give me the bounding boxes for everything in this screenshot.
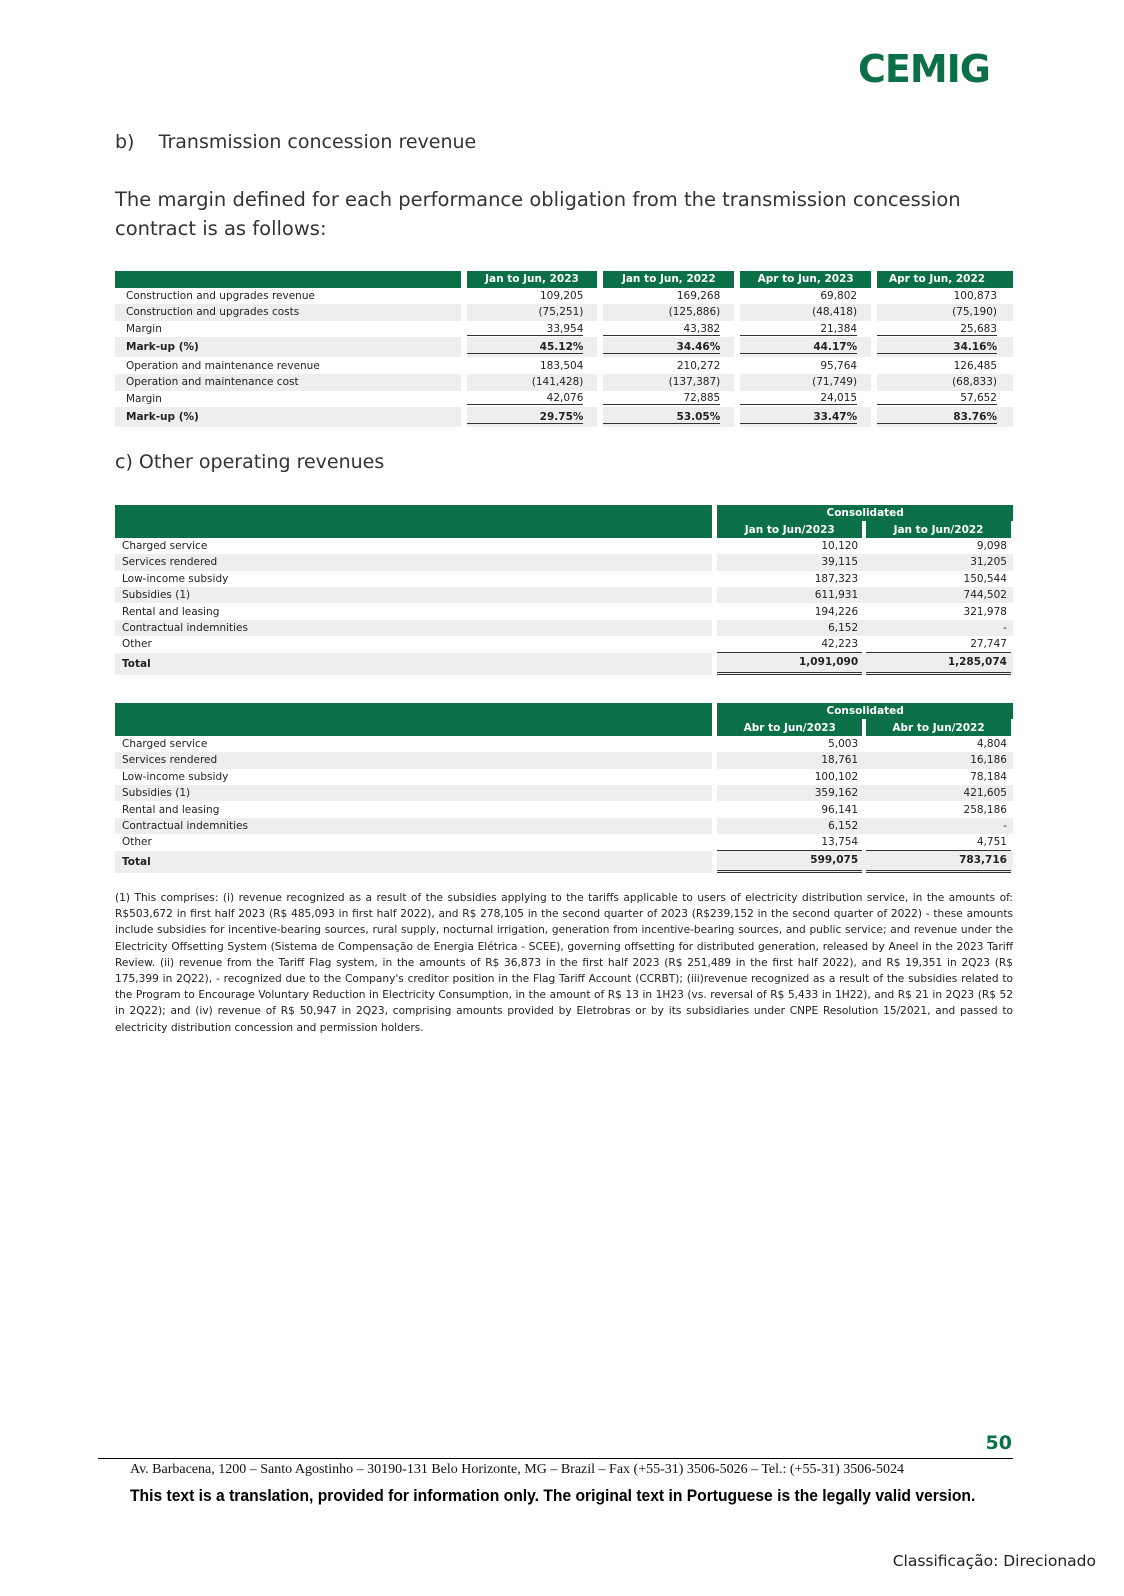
table-row <box>115 304 1013 321</box>
footnote: (1) This comprises: (i) revenue recognized as a result of the subsidies applying to the tariffs applicable to users of electricity distribution service, in the amounts of: R$503,672 in first half 2023 (R$ 485,093 in first half 2022), and R$ 278,105 in the second quarter of 2023 (R$239,152 in the second quarter of 2022) - these amounts include subsidies for incentive-bearing sources, rural supply, nocturnal irrigation, generation from incentive-bearing sources, and public service; and revenue under the Electricity Offsetting System (Sistema de Compensação de Energia Elétrica - SCEE), governing offsetting for distributed generation, released by Aneel in the 2023 Tariff Review. (ii) revenue from the Tariff Flag system, in the amounts of R$ 36,873 in the first half 2023 (R$ 251,489 in the first half 2022), and R$ 19,351 in 2Q23 (R$ 175,399 in 2Q22), - recognized due to the Company's creditor position in the Flag Tariff Account (CCRBT); (iii)revenue recognized as a result of the subsidies related to the Program to Encourage Voluntary Reduction in Electricity Consumption, in the amount of R$ 13 in 1H23 (vs. reversal of R$ 5,433 in 1H22), and R$ 21 in 2Q23 (R$ 52 in 2Q22); and (iv) revenue of R$ 50,947 in 2Q23, comprising amounts provided by Eletrobras or by its subsidiaries under CNPE Resolution 15/2021, and passed to electricity distribution concession and permission holders. <box>115 892 1013 1034</box>
row-label: Construction and upgrades costs <box>115 304 461 321</box>
row-label: Charged service <box>122 539 208 552</box>
row-label: Mark-up (%) <box>115 337 461 357</box>
cell-value: 72,885 <box>603 391 734 408</box>
table-row <box>115 620 1013 636</box>
cell-value: 29.75% <box>467 407 598 427</box>
table-row <box>115 736 1013 752</box>
col-header: Abr to Jun/2022 <box>866 719 1011 735</box>
table-row <box>115 554 1013 570</box>
cell-value: 359,162 <box>717 785 862 801</box>
cemig-logo <box>858 48 1008 88</box>
cell-value: 83.76% <box>877 407 1013 427</box>
cell-value: 611,931 <box>717 587 862 603</box>
row-label: Construction and upgrades revenue <box>126 289 315 302</box>
cell-value: 53.05% <box>603 407 734 427</box>
cell-value: 210,272 <box>676 359 721 372</box>
cell-value: 1,285,074 <box>866 653 1011 675</box>
table-row <box>115 785 1013 801</box>
cell-value: (71,749) <box>740 374 871 391</box>
table-header-row <box>115 271 1013 288</box>
cell-value: 4,804 <box>976 737 1007 750</box>
cell-value: 321,978 <box>963 605 1007 618</box>
col-header: Apr to Jun, 2023 <box>740 271 871 288</box>
cell-value: 96,141 <box>821 803 859 816</box>
table-row <box>115 357 1013 374</box>
cell-value: 100,873 <box>953 289 997 302</box>
table-row <box>115 587 1013 603</box>
row-label: Charged service <box>122 737 208 750</box>
table-row <box>115 851 1013 873</box>
cell-value: 34.46% <box>603 337 734 357</box>
classification-label: Classificação: Direcionado <box>892 1552 1096 1570</box>
table-row <box>115 571 1013 587</box>
cell-value: 100,102 <box>814 770 859 783</box>
cell-value: 44.17% <box>740 337 871 357</box>
cell-value: 31,205 <box>866 554 1011 570</box>
cell-value: (75,251) <box>467 304 598 321</box>
cell-value: 183,504 <box>539 359 584 372</box>
cell-value: 78,184 <box>970 770 1007 783</box>
other-revenues-table-h1 <box>115 505 1013 675</box>
cell-value: 39,115 <box>717 554 862 570</box>
cell-value: 10,120 <box>821 539 859 552</box>
cell-value: 5,003 <box>828 737 859 750</box>
row-label: Contractual indemnities <box>115 818 712 834</box>
table-row <box>115 769 1013 785</box>
cell-value: 95,764 <box>820 359 858 372</box>
cell-value: 783,716 <box>866 851 1011 873</box>
section-b-title: b) Transmission concession revenue <box>115 131 477 153</box>
cell-value: (125,886) <box>603 304 734 321</box>
row-label: Total <box>115 851 712 873</box>
table-row <box>115 321 1013 338</box>
cell-value: 57,652 <box>877 391 1013 408</box>
cell-value: 33,954 <box>467 321 598 338</box>
row-label: Low-income subsidy <box>122 770 229 783</box>
row-label: Rental and leasing <box>122 803 220 816</box>
cell-value: (137,387) <box>603 374 734 391</box>
cell-value: 45.12% <box>467 337 598 357</box>
cell-value: 16,186 <box>866 752 1011 768</box>
cell-value: (141,428) <box>467 374 598 391</box>
cell-value: 258,186 <box>963 803 1007 816</box>
cell-value: 1,091,090 <box>717 653 862 675</box>
table-row <box>115 752 1013 768</box>
transmission-margin-table <box>115 271 1013 427</box>
cell-value: 24,015 <box>740 391 871 408</box>
table-row <box>115 288 1013 305</box>
row-label: Services rendered <box>115 554 712 570</box>
cell-value: 169,268 <box>676 289 721 302</box>
footer-divider <box>98 1458 1013 1459</box>
cell-value: 150,544 <box>963 572 1007 585</box>
cell-value: (75,190) <box>877 304 1013 321</box>
table-row <box>115 834 1013 850</box>
logo-text: CEMIG <box>858 48 990 88</box>
col-header: Jan to Jun/2022 <box>866 521 1011 537</box>
section-c-title: c) Other operating revenues <box>115 451 385 473</box>
cell-value: 126,485 <box>953 359 997 372</box>
cell-value: (68,833) <box>877 374 1013 391</box>
cell-value: 194,226 <box>814 605 859 618</box>
cell-value: 744,502 <box>866 587 1011 603</box>
table-row <box>115 653 1013 675</box>
cell-value: 9,098 <box>976 539 1007 552</box>
cell-value: 25,683 <box>877 321 1013 338</box>
cell-value: - <box>866 818 1011 834</box>
cell-value: 599,075 <box>717 851 862 873</box>
table-row <box>115 636 1013 652</box>
cell-value: 42,223 <box>717 636 862 652</box>
col-header: Jan to Jun/2023 <box>717 521 862 537</box>
cell-value: 109,205 <box>539 289 584 302</box>
row-label: Services rendered <box>115 752 712 768</box>
group-header-row <box>115 703 1013 719</box>
group-header: Consolidated <box>717 703 1013 719</box>
cell-value: 6,152 <box>717 818 862 834</box>
other-revenues-table-q2 <box>115 703 1013 873</box>
row-label: Contractual indemnities <box>115 620 712 636</box>
row-label: Subsidies (1) <box>115 587 712 603</box>
row-label: Margin <box>126 323 162 336</box>
row-label: Rental and leasing <box>122 605 220 618</box>
group-header-row <box>115 505 1013 521</box>
cell-value: 187,323 <box>814 572 859 585</box>
cell-value: 27,747 <box>866 636 1011 652</box>
page-number: 50 <box>985 1432 1012 1454</box>
row-label: Operation and maintenance cost <box>115 374 461 391</box>
col-header: Jan to Jun, 2023 <box>467 271 598 288</box>
row-label: Subsidies (1) <box>115 785 712 801</box>
cell-value: 43,382 <box>603 321 734 338</box>
cell-value: 34.16% <box>877 337 1013 357</box>
row-label: Other <box>122 836 152 849</box>
table-row <box>115 374 1013 391</box>
table-row <box>115 407 1013 427</box>
col-header: Jan to Jun, 2022 <box>603 271 734 288</box>
table-row <box>115 337 1013 357</box>
cell-value: (48,418) <box>740 304 871 321</box>
row-label: Low-income subsidy <box>122 572 229 585</box>
cell-value: 33.47% <box>740 407 871 427</box>
table-row <box>115 603 1013 619</box>
table-row <box>115 801 1013 817</box>
row-label: Other <box>122 638 152 651</box>
row-label: Margin <box>126 392 162 405</box>
table-row <box>115 538 1013 554</box>
table-row <box>115 391 1013 408</box>
col-header: Apr to Jun, 2022 <box>877 271 1013 288</box>
footer-address: Av. Barbacena, 1200 – Santo Agostinho – 30190-131 Belo Horizonte, MG – Brazil – Fax (+55-31) 3506-5026 – Tel.: (+55-31) 3506-5024 <box>130 1462 904 1477</box>
cell-value: 4,751 <box>866 834 1011 850</box>
row-label: Mark-up (%) <box>115 407 461 427</box>
section-b-intro: The margin defined for each performance obligation from the transmission concession contract is as follows: <box>115 188 961 240</box>
row-label: Operation and maintenance revenue <box>126 359 320 372</box>
cell-value: 421,605 <box>866 785 1011 801</box>
table-row <box>115 818 1013 834</box>
row-label: Total <box>115 653 712 675</box>
cell-value: 69,802 <box>820 289 858 302</box>
cell-value: 6,152 <box>717 620 862 636</box>
col-header: Abr to Jun/2023 <box>717 719 862 735</box>
group-header: Consolidated <box>717 505 1013 521</box>
cell-value: 21,384 <box>740 321 871 338</box>
cell-value: 18,761 <box>717 752 862 768</box>
cell-value: 42,076 <box>467 391 598 408</box>
cell-value: - <box>866 620 1011 636</box>
translation-disclaimer: This text is a translation, provided for information only. The original text in Portuguese is the legally valid version. <box>130 1486 976 1505</box>
cell-value: 13,754 <box>717 834 862 850</box>
